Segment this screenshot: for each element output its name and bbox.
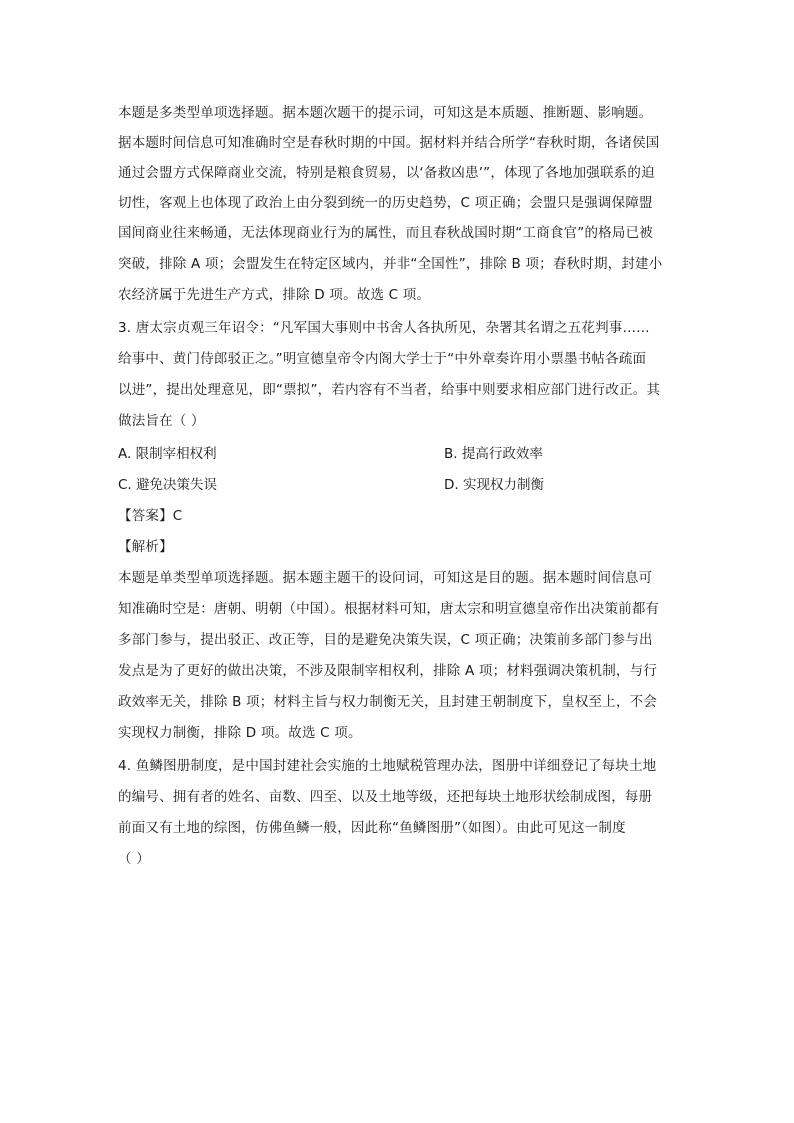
question-4-stem-line: （ ）: [118, 851, 150, 867]
prev-explanation-line: 切性，客观上也体现了政治上由分裂到统一的历史趋势，C 项正确；会盟只是强调保障盟: [118, 195, 653, 211]
question-3-stem-line: 以进”，提出处理意见，即“票拟”，若内容有不当者，给事中则要求相应部门进行改正。其: [118, 382, 661, 398]
question-4-stem-line: 4. 鱼鳞图册制度，是中国封建社会实施的土地赋税管理办法，图册中详细登记了每块土地: [118, 758, 657, 774]
prev-explanation-line: 国间商业往来畅通，无法体现商业行为的属性，而且春秋战国时期“工商食官”的格局已被: [118, 225, 653, 241]
question-3-analysis-line: 知准确时空是：唐朝、明朝（中国）。根据材料可知，唐太宗和明宣德皇帝作出决策前都有: [118, 601, 660, 617]
question-3-analysis-line: 多部门参与，提出驳正、改正等，目的是避免决策失误，C 项正确；决策前多部门参与出: [118, 632, 653, 648]
prev-explanation-line: 通过会盟方式保障商业交流，特别是粮食贸易，以‘备救凶患’”，体现了各地加强联系的迫: [118, 165, 655, 181]
question-3-analysis-line: 政效率无关，排除 B 项；材料主旨与权力制衡无关，且封建王朝制度下，皇权至上，不会: [118, 694, 658, 710]
question-3-stem-line: 做法旨在（ ）: [118, 413, 205, 429]
prev-explanation-line: 突破，排除 A 项；会盟发生在特定区域内，并非“全国性”，排除 B 项；春秋时期，封建小: [118, 256, 663, 272]
question-3-stem-line: 3. 唐太宗贞观三年诏令：“凡军国大事则中书舍人各执所见，杂署其名谓之五花判事……: [118, 320, 650, 336]
question-3-analysis-line: 本题是单类型单项选择题。据本题主题干的设问词，可知这是目的题。据本题时间信息可: [118, 570, 653, 586]
question-3-analysis-label: 【解析】: [118, 539, 173, 555]
question-3-option-a: A. 限制宰相权利: [118, 446, 217, 462]
question-3-analysis-line: 发点是为了更好的做出决策，不涉及限制宰相权利，排除 A 项；材料强调决策机制，与行: [118, 663, 658, 679]
question-4-stem-line: 的编号、拥有者的姓名、亩数、四至、以及土地等级，还把每块土地形状绘制成图，每册: [118, 789, 653, 805]
question-3-stem-line: 给事中、黄门侍郎驳正之。”明宣德皇帝令内阁大学士于“中外章奏许用小票墨书帖各疏面: [118, 351, 647, 367]
question-3-option-b: B. 提高行政效率: [444, 446, 543, 462]
prev-explanation-line: 农经济属于先进生产方式，排除 D 项。故选 C 项。: [118, 287, 431, 303]
question-3-option-d: D. 实现权力制衡: [444, 477, 544, 493]
question-3-option-c: C. 避免决策失误: [118, 477, 218, 493]
question-3-answer: 【答案】C: [118, 508, 183, 524]
prev-explanation-line: 本题是多类型单项选择题。据本题次题干的提示词，可知这是本质题、推断题、影响题。: [118, 105, 653, 121]
prev-explanation-line: 据本题时间信息可知准确时空是春秋时期的中国。据材料并结合所学“春秋时期，各诸侯国: [118, 135, 660, 151]
question-4-stem-line: 前面又有土地的综图，仿佛鱼鳞一般，因此称“鱼鳞图册”（如图）。由此可见这一制度: [118, 820, 626, 836]
question-3-analysis-line: 实现权力制衡，排除 D 项。故选 C 项。: [118, 725, 362, 741]
